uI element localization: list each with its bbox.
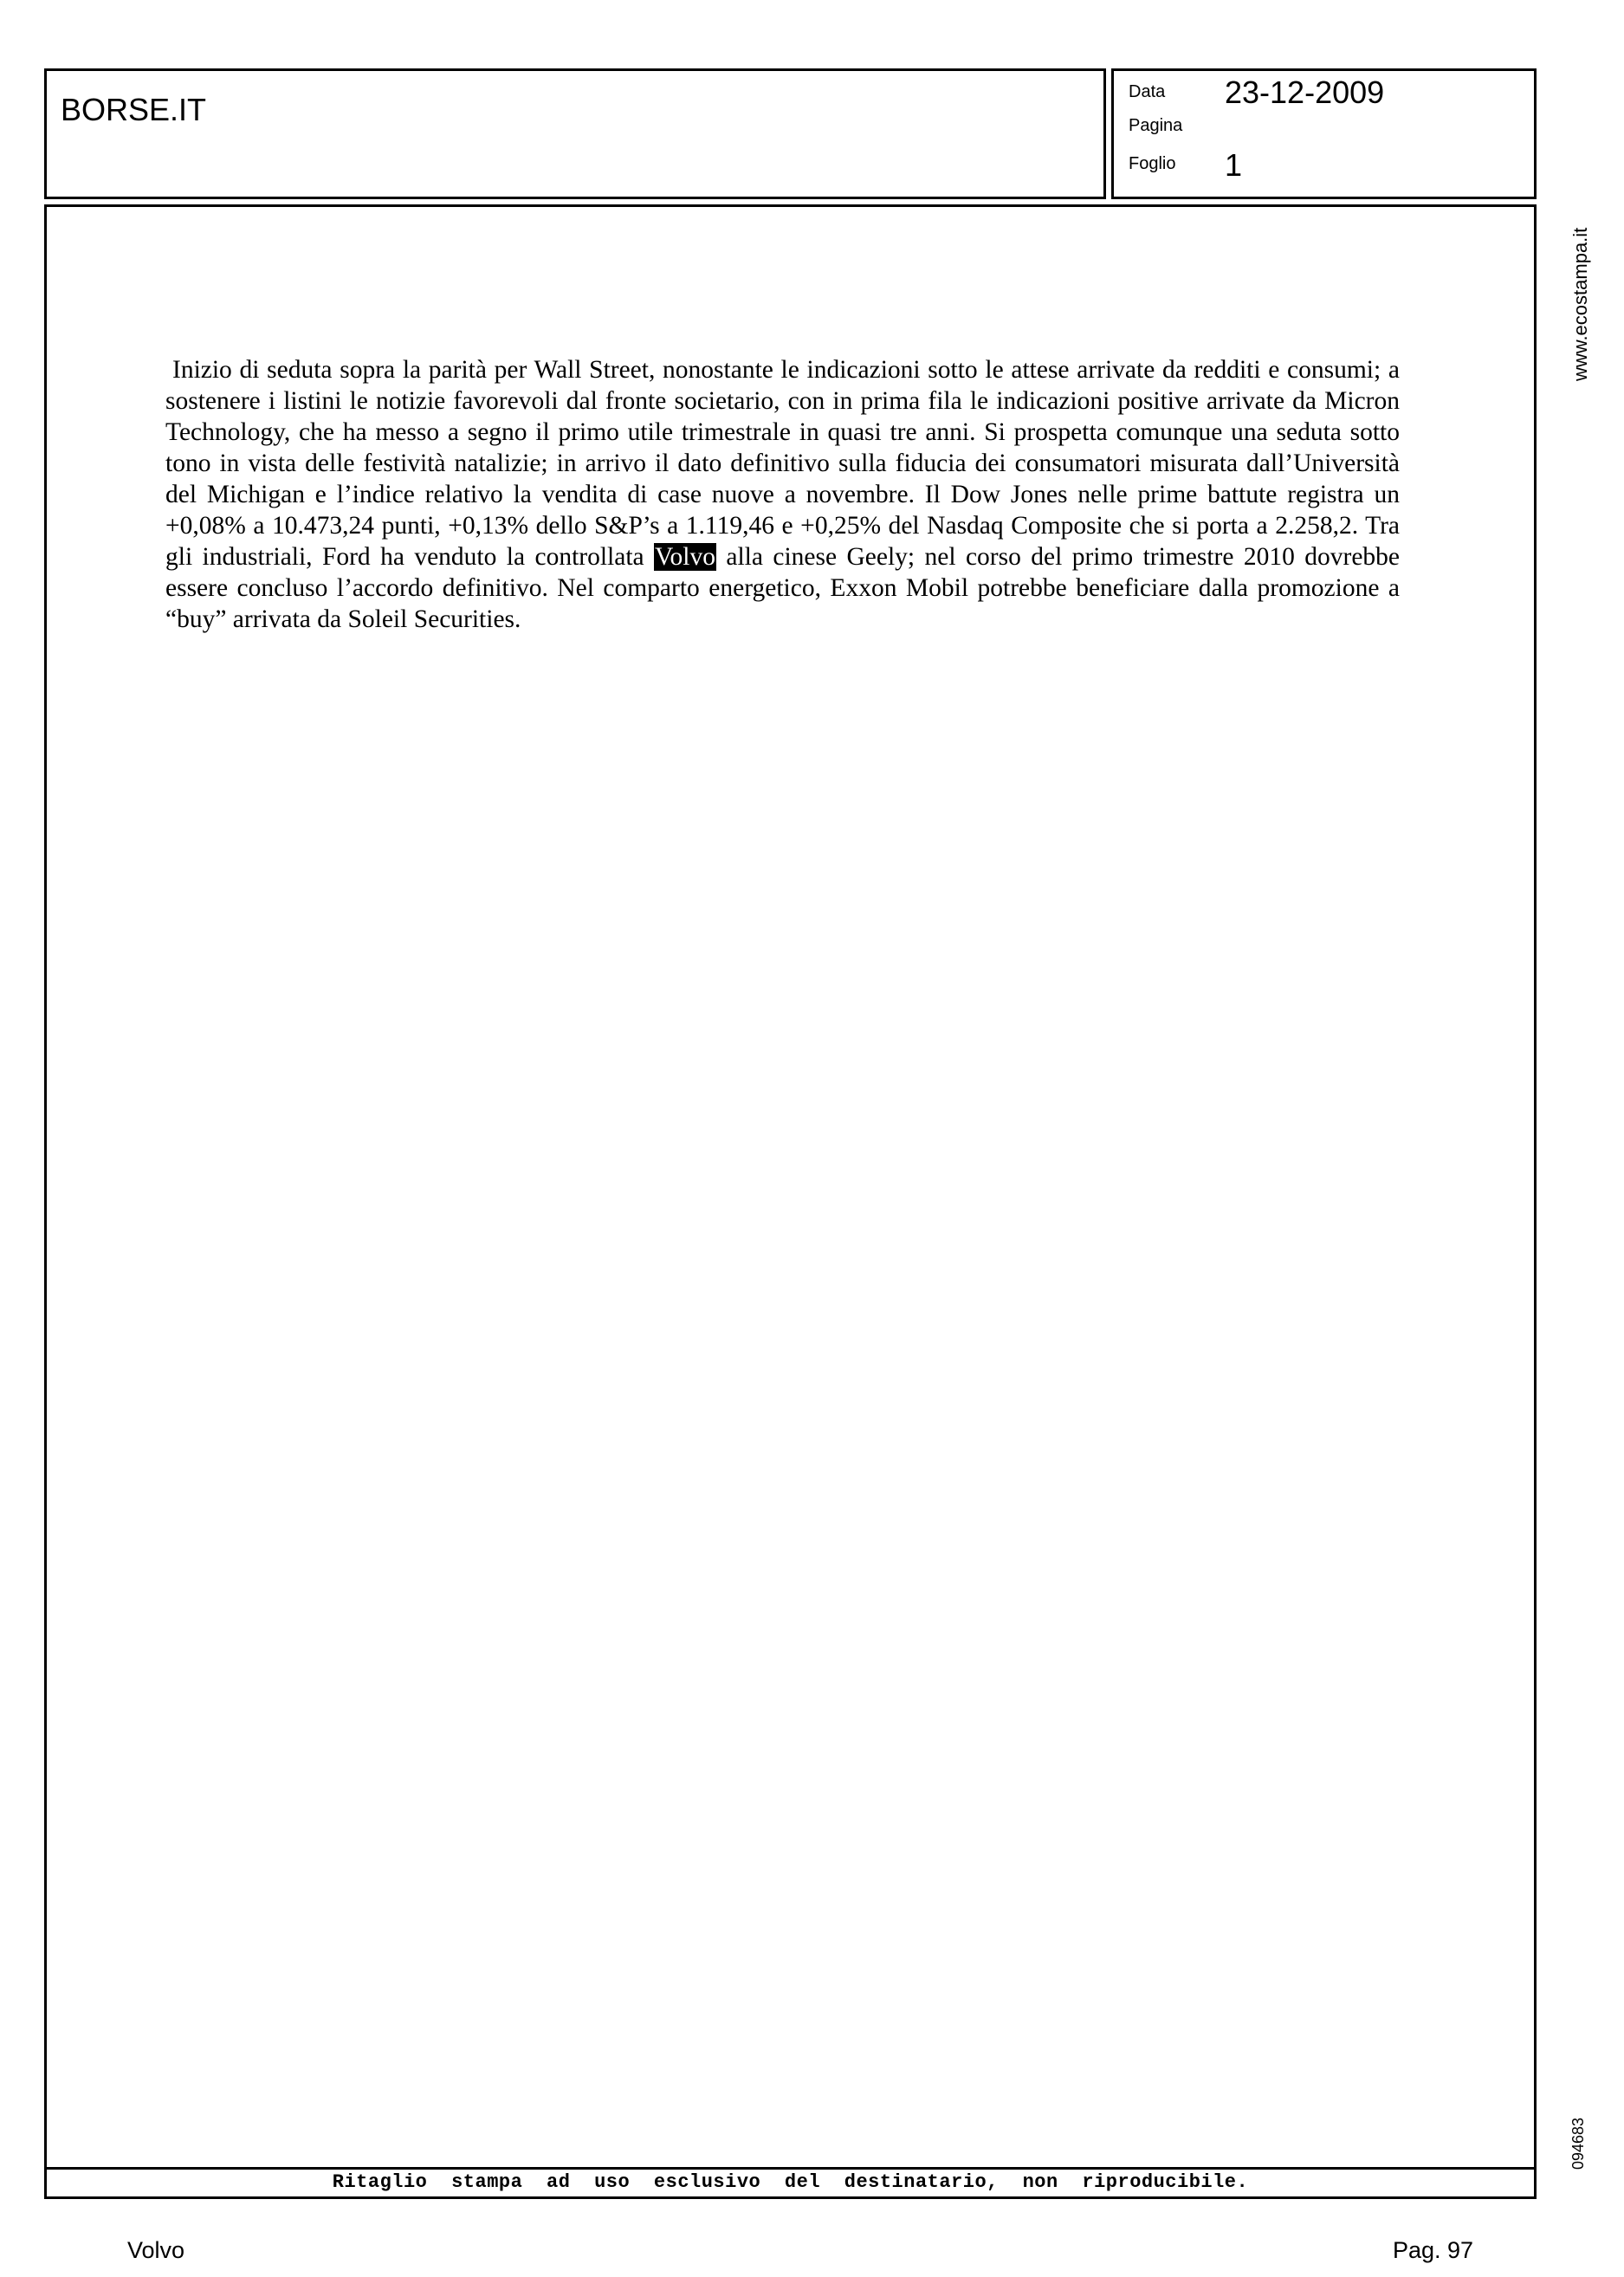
article-text-before: Inizio di seduta sopra la parità per Wall Street, nonostante le indicazioni sotto le attese arrivate da redditi e consumi; a sostenere i listini le notizie favorevoli dal fronte societario, con in prima fila le indicazioni positive arrivate da Micron Technology, che ha messo a segno il primo utile trimestrale in quasi tre anni. Si prospetta comunque una seduta sotto tono in vista delle festività natalizie; in arrivo il dato definitivo sulla fiducia dei consumatori misurata dall’Università del Michigan e l’indice relativo la vendita di case nuove a novembre. Il Dow Jones nelle prime battute registra un +0,08% a 10.473,24 punti, +0,13% dello S&P’s a 1.119,46 e +0,25% del Nasdaq Composite che si porta a 2.258,2. Tra gli industriali, Ford ha venduto la controllata [165, 356, 1400, 571]
footer-divider [47, 2167, 1534, 2170]
foglio-value: 1 [1225, 147, 1243, 183]
side-code: 094683 [1569, 2117, 1587, 2170]
publication-box [44, 68, 1106, 199]
data-label: Data [1129, 82, 1166, 101]
bottom-topic: Volvo [127, 2237, 185, 2263]
side-url: www.ecostampa.it [1569, 227, 1591, 381]
data-value: 23-12-2009 [1225, 74, 1385, 110]
footer-notice: Ritaglio stampa ad uso esclusivo del destinatario, non riproducibile. [332, 2171, 1249, 2193]
metadata-box [1111, 68, 1537, 199]
article-frame [44, 204, 1537, 2199]
pagina-label: Pagina [1129, 116, 1183, 135]
highlighted-keyword: Volvo [655, 543, 715, 571]
publication-name: BORSE.IT [61, 92, 207, 127]
bottom-page-number: Pag. 97 [1393, 2237, 1474, 2263]
article-body [165, 354, 1400, 635]
article-text-after: alla cinese Geely; nel corso del primo trimestre 2010 dovrebbe essere concluso l’accordo definitivo. Nel comparto energetico, Exxon Mobil potrebbe beneficiare dalla promozione a “buy” arrivata da Soleil Securities. [165, 543, 1400, 633]
foglio-label: Foglio [1129, 154, 1176, 173]
